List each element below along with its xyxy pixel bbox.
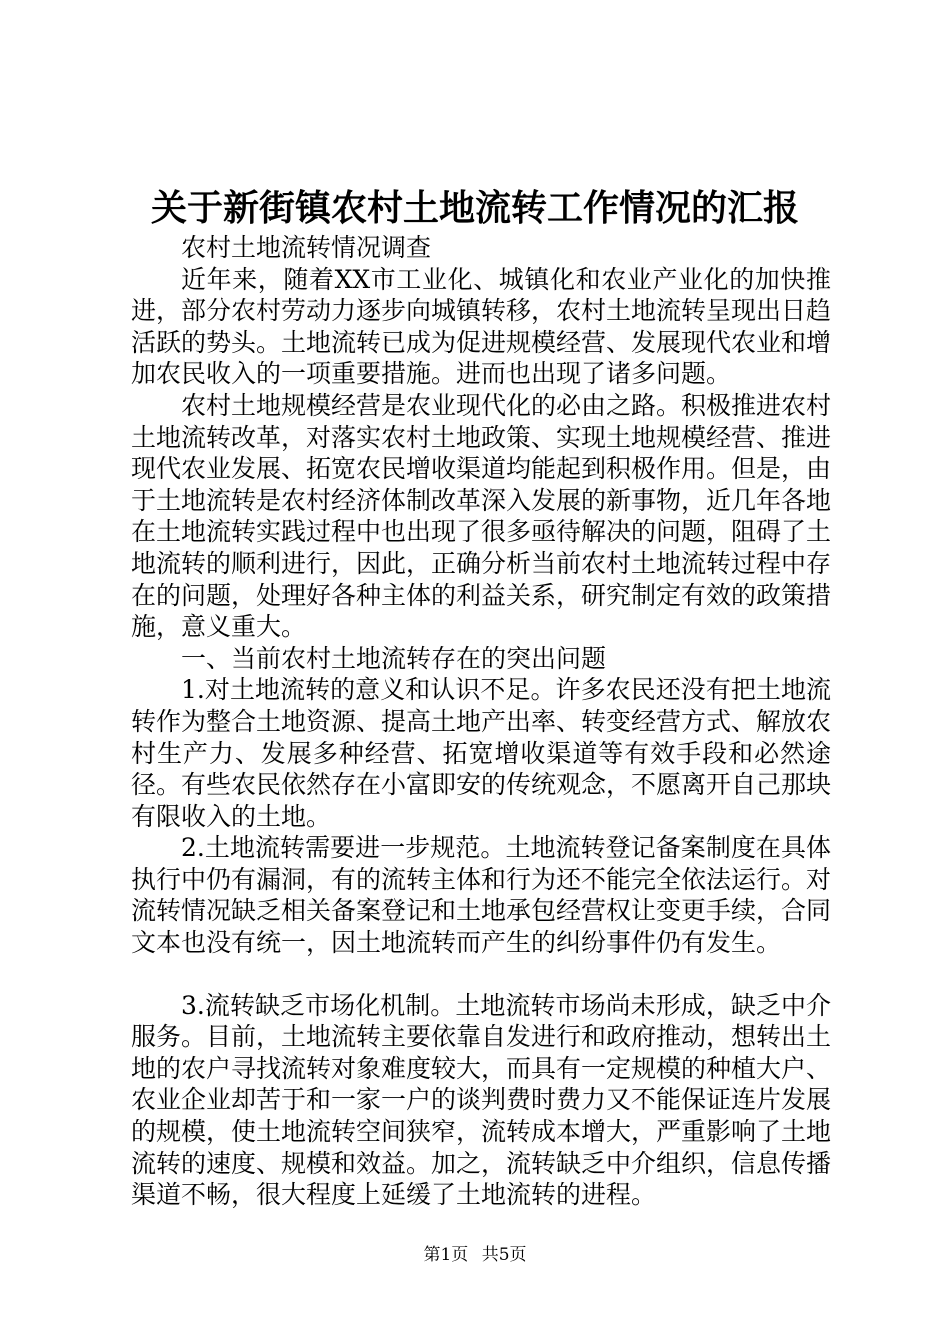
document-body xyxy=(131,232,831,1211)
issue-paragraph-1: 1.对土地流转的意义和认识不足。许多农民还没有把土地流转作为整合土地资源、提高土地产出率、转变经营方式、解放农村生产力、发展多种经营、拓宽增收渠道等有效手段和必然途径。有些农民依然存在小富即安的传统观念，不愿离开自己那块有限收入的土地。 xyxy=(131,675,832,831)
subtitle-paragraph: 农村土地流转情况调查 xyxy=(181,233,432,262)
issue-paragraph-3: 3.流转缺乏市场化机制。土地流转市场尚未形成，缺乏中介服务。目前，土地流转主要依靠自发进行和政府推动，想转出土地的农户寻找流转对象难度较大，而具有一定规模的种植大户、农业企业却苦于和一家一户的谈判费时费力又不能保证连片发展的规模，使土地流转空间狭窄，流转成本增大，严重影响了土地流转的速度、规模和效益。加之，流转缺乏中介组织，信息传播渠道不畅，很大程度上延缓了土地流转的进程。 xyxy=(131,990,832,1210)
document-title: 关于新街镇农村土地流转工作情况的汇报 xyxy=(150,187,799,229)
intro-paragraph: 近年来，随着XX市工业化、城镇化和农业产业化的加快推进，部分农村劳动力逐步向城镇转移，农村土地流转呈现出日趋活跃的势头。土地流转已成为促进规模经营、发展现代农业和增加农民收入的一项重要措施。进而也出现了诸多问题。 xyxy=(131,264,832,389)
page-total: 共5页 xyxy=(481,1245,527,1265)
page-number: 第1页 xyxy=(423,1245,469,1265)
page-footer xyxy=(0,1244,950,1266)
section-heading: 一、当前农村土地流转存在的突出问题 xyxy=(181,643,607,673)
body-paragraph: 农村土地规模经营是农业现代化的必由之路。积极推进农村土地流转改革，对落实农村土地政策、实现土地规模经营、推进现代农业发展、拓宽农民增收渠道均能起到积极作用。但是，由于土地流转是农村经济体制改革深入发展的新事物，近几年各地在土地流转实践过程中也出现了很多亟待解决的问题，阻碍了土地流转的顺利进行，因此，正确分析当前农村土地流转过程中存在的问题，处理好各种主体的利益关系，研究制定有效的政策措施，意义重大。 xyxy=(131,390,832,642)
issue-paragraph-2: 2.土地流转需要进一步规范。土地流转登记备案制度在具体执行中仍有漏洞，有的流转主体和行为还不能完全依法运行。对流转情况缺乏相关备案登记和土地承包经营权让变更手续，合同文本也没有统一，因土地流转而产生的纠纷事件仍有发生。 xyxy=(131,833,832,958)
